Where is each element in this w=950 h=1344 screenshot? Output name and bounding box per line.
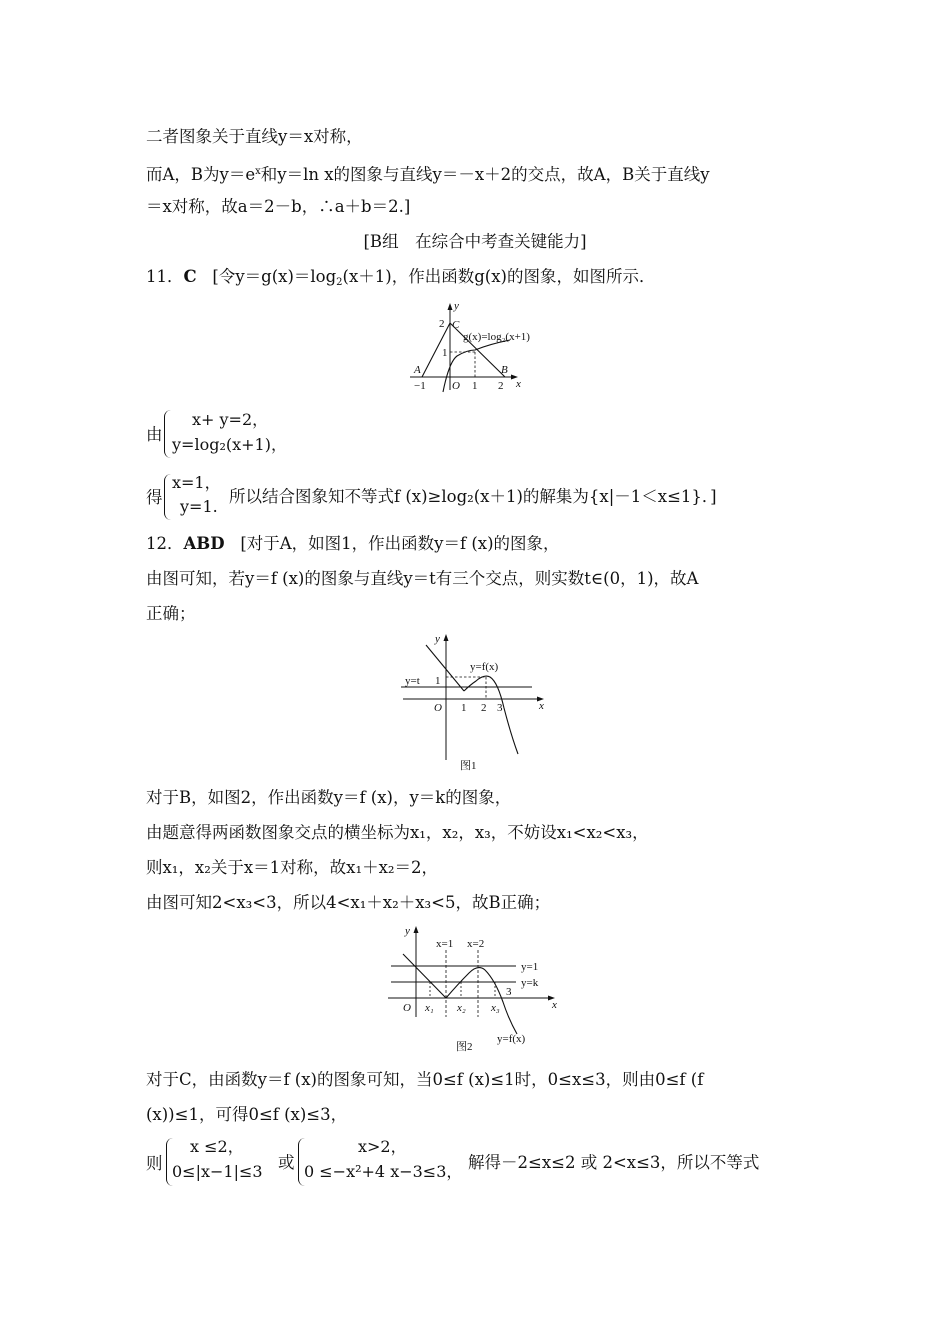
system-eq-2: 0≤|x−1|≤3: [172, 1162, 263, 1181]
curve-left: [426, 645, 464, 691]
text-line: 由题意得两函数图象交点的横坐标为x₁，x₂，x₃，不妨设x₁<x₂<x₃，: [146, 823, 649, 842]
system-eq-1: x ≤2，: [190, 1137, 244, 1156]
problem-11-line: [146, 266, 655, 294]
label-x2: 2: [481, 702, 487, 714]
label-y-k: y=k: [521, 977, 539, 989]
y-axis-arrow: [444, 634, 449, 641]
curve-right: [446, 968, 517, 1034]
label-x-eq-2: x=2: [467, 938, 485, 950]
text-line: [146, 161, 710, 186]
text-span: (x＋1)，作出函数g(x)的图象，如图所示．: [342, 267, 656, 286]
label-x: x: [552, 999, 557, 1011]
caption: 图2: [456, 1041, 473, 1053]
text-line: 则x₁，x₂关于x＝1对称，故x₁＋x₂＝2，: [146, 858, 438, 877]
figure-gx-graph: [405, 300, 555, 395]
text-line: 解得－2≤x≤2 或 2<x≤3，所以不等式: [468, 1153, 760, 1172]
label-O: O: [434, 702, 442, 714]
text-span: [对于A，如图1，作出函数y＝f (x)的图象，: [240, 534, 560, 553]
label-x3: x₃: [491, 1002, 500, 1014]
problem-number: 12．: [146, 534, 184, 553]
text-line: 二者图象关于直线y＝x对称，: [146, 127, 363, 146]
figure-2-graph: [383, 922, 568, 1057]
text-line: 对于B，如图2，作出函数y＝f (x)，y＝k的图象，: [146, 788, 512, 807]
figure-1-graph: [398, 630, 558, 775]
caption: 图1: [460, 760, 477, 772]
y-axis-arrow: [414, 926, 419, 933]
label-B: B: [501, 364, 508, 376]
answer: ABD: [183, 534, 225, 553]
label-y: y: [435, 633, 440, 645]
label-x: x: [539, 700, 544, 712]
problem-number: 11．: [146, 267, 184, 286]
text-line: (x))≤1，可得0≤f (x)≤3，: [146, 1105, 348, 1124]
problem-12-line: [146, 533, 560, 555]
text-span: 和y＝ln x的图象与直线y＝－x＋2的交点，故A，B关于直线y: [260, 165, 710, 184]
system-eq-2: y=1.: [180, 497, 218, 516]
label-x3: 3: [497, 702, 503, 714]
text-huo: 或: [278, 1153, 295, 1172]
text-ze: 则: [146, 1154, 163, 1173]
y-axis-arrow: [448, 303, 453, 310]
label-x: x: [516, 378, 521, 390]
system-eq-2: 0 ≤−x²+4 x−3≤3，: [304, 1162, 463, 1181]
label-O: O: [403, 1002, 411, 1014]
label-A: A: [414, 364, 421, 376]
text-line: 对于C，由函数y＝f (x)的图象可知，当0≤f (x)≤1时，0≤x≤3，则由0≤f (f: [146, 1070, 704, 1089]
text-span: 而A，B为y＝e: [146, 165, 256, 184]
text-line: 由图可知，若y＝f (x)的图象与直线y＝t有三个交点，则实数t∈(0，1)，故A: [146, 569, 699, 588]
label-x1: 1: [472, 380, 478, 392]
label-yt: y=t: [405, 675, 420, 687]
label-y: y: [405, 925, 410, 937]
label-y-1: y=1: [521, 961, 539, 973]
curve-left: [403, 954, 446, 998]
subscript: 2: [336, 277, 343, 288]
brace: [164, 474, 171, 520]
label-neg1: −1: [414, 380, 426, 392]
text-line: 由图可知2<x₃<3，所以4<x₁＋x₂＋x₃<5，故B正确；: [146, 893, 551, 912]
text-de: 得: [146, 488, 163, 507]
label-1: 1: [435, 675, 441, 687]
text-line: ＝x对称，故a＝2－b，∴a＋b＝2.]: [146, 197, 411, 216]
text-span: [令y＝g(x)＝log: [212, 267, 337, 286]
label-x1: x₁: [425, 1002, 434, 1014]
label-x2: x₂: [457, 1002, 466, 1014]
label-3: 3: [506, 986, 512, 998]
label-x1: 1: [461, 702, 467, 714]
system-eq-1: x>2，: [358, 1137, 407, 1156]
label-gx: g(x)=log₂(x+1): [463, 331, 530, 343]
label-O: O: [452, 380, 460, 392]
text-line: 所以结合图象知不等式f (x)≥log₂(x＋1)的解集为{x|－1＜x≤1}．]: [229, 487, 717, 506]
text-you: 由: [146, 425, 163, 444]
section-heading: [B组 在综合中考查关键能力]: [363, 232, 587, 251]
label-fx: y=f(x): [470, 661, 499, 673]
curve-right: [464, 676, 518, 754]
label-1: 1: [442, 347, 448, 359]
system-eq-1: x=1，: [172, 473, 221, 492]
brace: [164, 410, 171, 458]
label-fx: y=f(x): [497, 1033, 526, 1045]
superscript: x: [255, 166, 261, 177]
system-eq-1: x+ y=2，: [192, 410, 269, 429]
label-x-eq-1: x=1: [436, 938, 454, 950]
label-C: C: [452, 319, 460, 331]
answer: C: [183, 267, 197, 286]
label-x2: 2: [498, 380, 504, 392]
label-y: y: [454, 300, 459, 312]
text-line: 正确；: [146, 604, 196, 623]
system-eq-2: y=log₂(x+1)，: [172, 435, 287, 454]
label-2: 2: [439, 318, 445, 330]
